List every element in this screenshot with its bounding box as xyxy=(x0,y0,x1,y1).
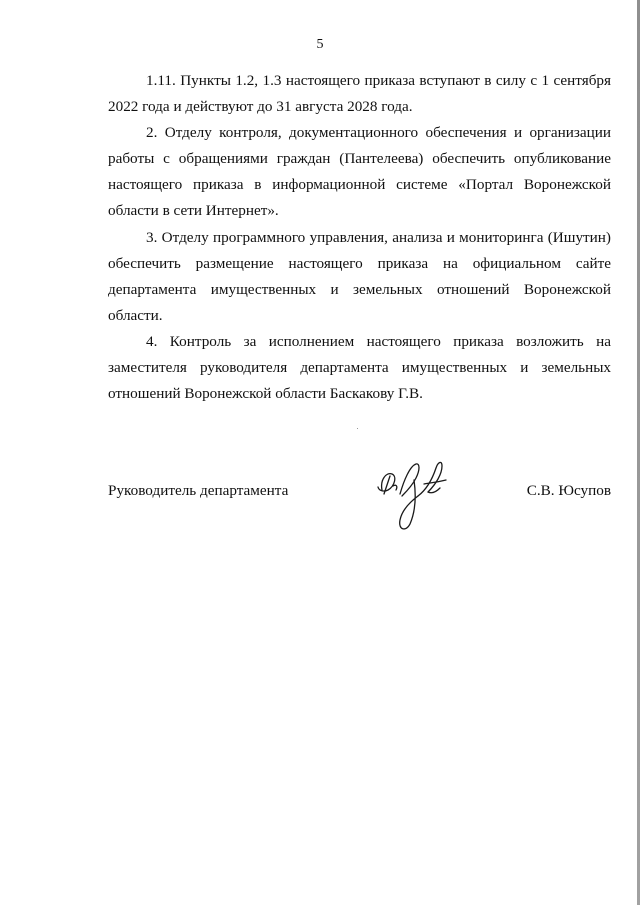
page-number: 5 xyxy=(316,37,324,52)
signatory-position: Руководитель департамента xyxy=(108,482,289,499)
signature-block xyxy=(108,450,611,550)
handwritten-signature-icon xyxy=(370,450,460,535)
scan-speck xyxy=(357,428,358,429)
signatory-name: С.В. Юсупов xyxy=(526,482,611,499)
paragraph-3: 3. Отделу программного управления, анализа и мониторинга (Ишутин) обеспечить размещение настоящего приказа на официальном сайте департамента имущественных и земельных отношений Воронежской области. xyxy=(108,228,611,324)
document-body xyxy=(108,68,611,407)
paragraph-1-11: 1.11. Пункты 1.2, 1.3 настоящего приказа вступают в силу с 1 сентября 2022 года и действуют до 31 августа 2028 года. xyxy=(108,72,611,116)
paragraph-4: 4. Контроль за исполнением настоящего приказа возложить на заместителя руководителя департамента имущественных и земельных отношений Воронежской области Баскакову Г.В. xyxy=(108,332,611,403)
paragraph-2: 2. Отделу контроля, документационного обеспечения и организации работы с обращениями граждан (Пантелеева) обеспечить опубликование настоящего приказа в информационной системе «Портал Воронежской области в сети Интернет». xyxy=(108,124,611,220)
